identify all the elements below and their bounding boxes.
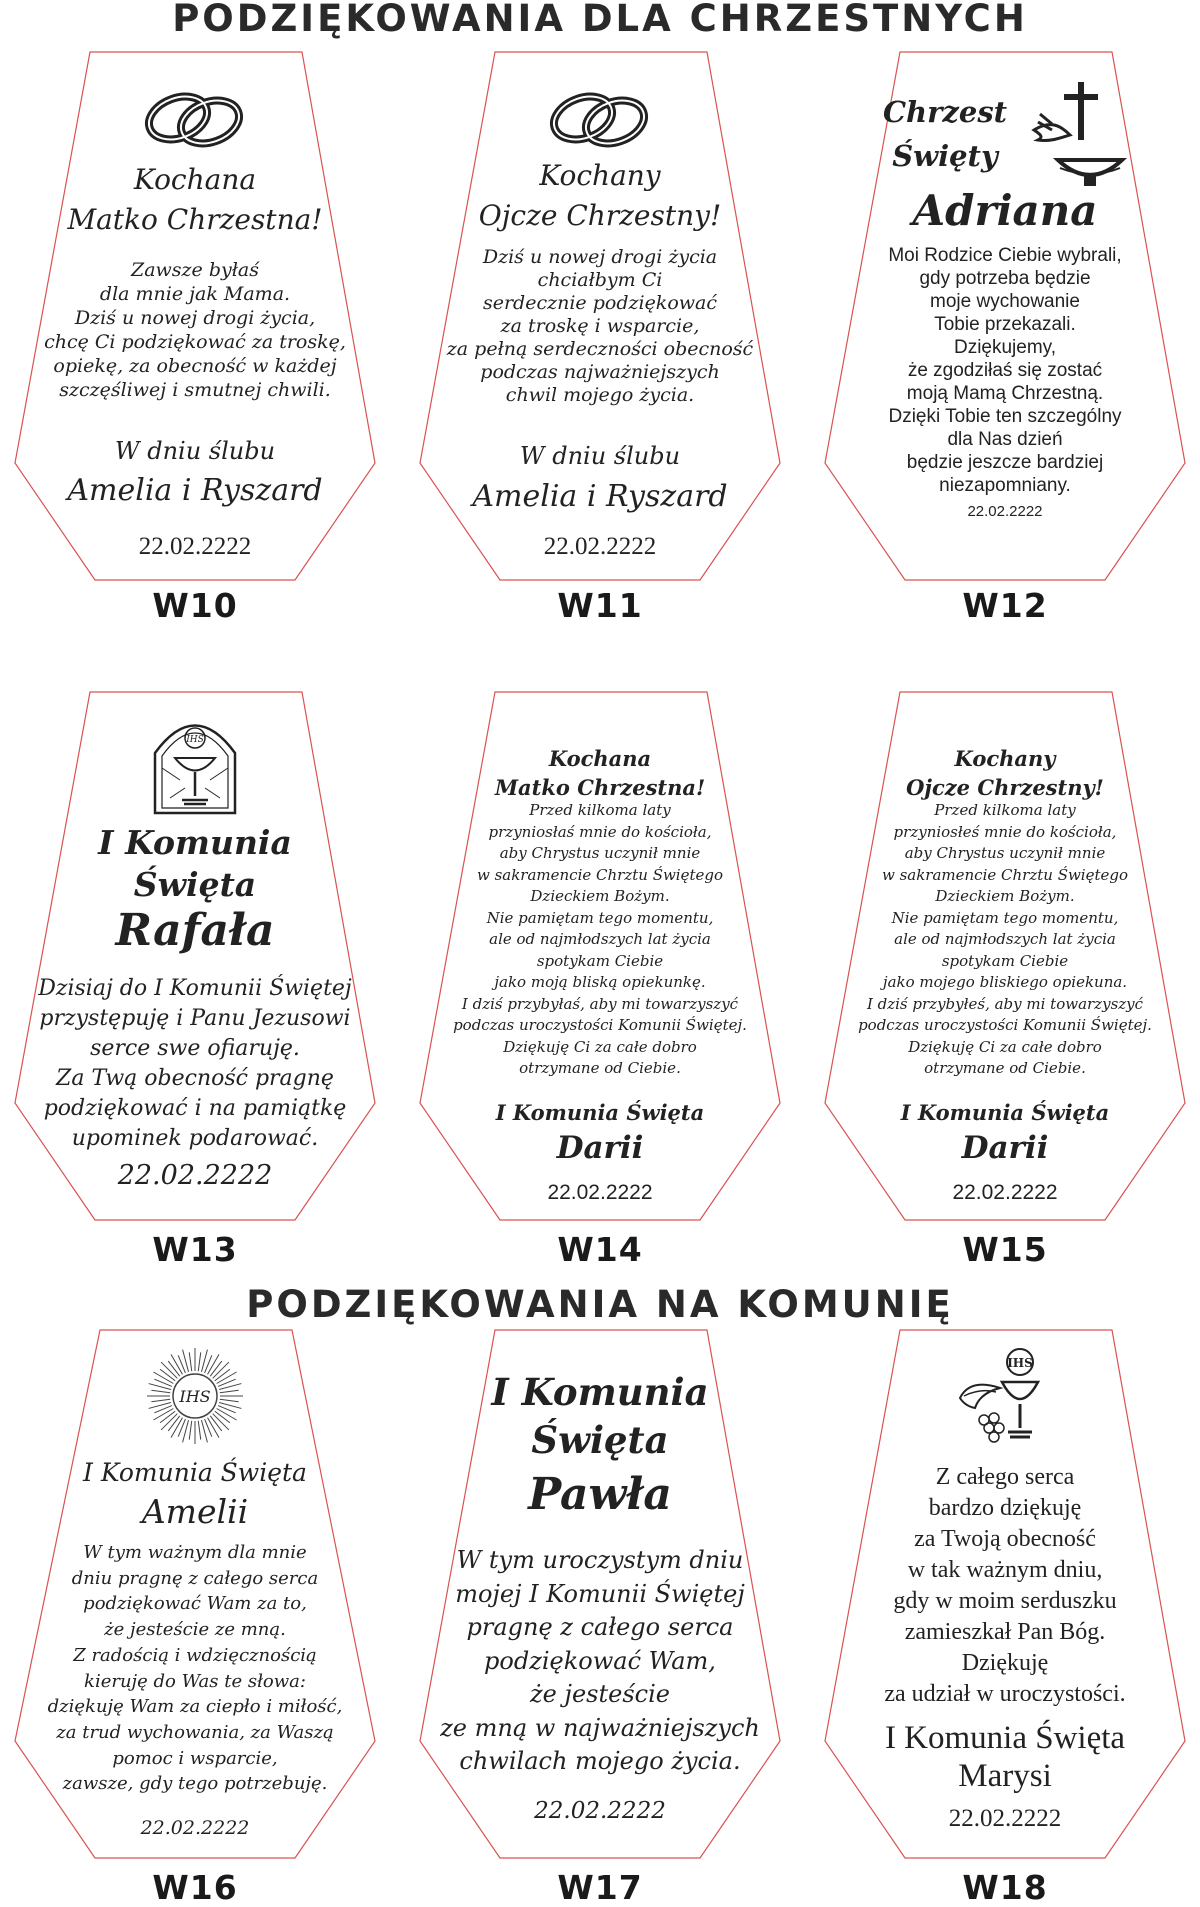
card-w16 <box>0 1328 390 1907</box>
card-body: W tym ważnym dla mnie dniu pragnę z całego serca podziękować Wam za to, że jesteście ze mną. Z radością i wdzięcznością kieruję do Was te słowa: dziękuję Wam za ciepło i miłość, za trud wychowania, za Waszą pomoc i wsparcie, zawsze, gdy tego potrzebuję. <box>47 1542 343 1795</box>
sunburst-ray <box>189 1352 191 1371</box>
card-body: Przed kilkoma laty przyniosłeś mnie do kościoła, aby Chrystus uczynił mnie w sakramencie Chrztu Świętego Dzieckiem Bożym. Nie pamiętam tego momentu, ale od najmłodszych lat życia spotykam Ciebie jako mojego bliskiego opiekuna. I dziś przybyłeś, aby mi towarzyszyć podczas uroczystości Komunii Świętej. Dziękuję Ci za całe dobro otrzymane od Ciebie. <box>858 801 1152 1077</box>
sunburst-ray <box>151 1390 170 1392</box>
card-name: Rafała <box>115 905 275 956</box>
sunburst-ray <box>153 1372 173 1384</box>
card-name: Darii <box>961 1130 1049 1166</box>
card-greeting: Kochany Ojcze Chrzestny! <box>906 746 1104 800</box>
card-names: Amelia i Ryszard <box>67 473 323 508</box>
card-title: I Komunia Święta <box>884 1720 1126 1756</box>
sunburst-ray <box>215 1369 230 1381</box>
sunburst-ray <box>208 1354 220 1374</box>
card-occasion: I Komunia Święta <box>900 1100 1110 1125</box>
card-title: I Komunia Święta <box>83 1458 307 1487</box>
sunburst-ray <box>153 1409 173 1421</box>
card-w18 <box>810 1328 1200 1907</box>
card-w14 <box>405 690 795 1269</box>
card-code: W10 <box>152 586 238 625</box>
card-name: Marysi <box>958 1758 1052 1794</box>
card-greeting: Kochana Matko Chrzestna! <box>67 163 323 236</box>
card-w12 <box>810 50 1200 625</box>
sunburst-ray <box>220 1390 239 1392</box>
sunburst-ray <box>171 1354 183 1374</box>
card-code: W14 <box>557 1230 643 1269</box>
svg-text:IHS: IHS <box>186 735 204 745</box>
card-code: W13 <box>152 1230 238 1269</box>
ihs-label: IHS <box>1007 1356 1033 1370</box>
card-body: Przed kilkoma laty przyniosłaś mnie do kościoła, aby Chrystus uczynił mnie w sakramencie Chrztu Świętego Dzieckiem Bożym. Nie pamiętam tego momentu, ale od najmłodszych lat życia spotykam Ciebie jako moją bliską opiekunkę. I dziś przybyłaś, aby mi towarzyszyć podczas uroczystości Komunii Świętej. Dziękuję Ci za całe dobro otrzymane od Ciebie. <box>453 801 747 1077</box>
sunburst-ray <box>171 1418 183 1438</box>
card-code: W11 <box>557 586 643 625</box>
card-w11 <box>405 50 795 625</box>
sunburst-ray <box>160 1369 175 1381</box>
card-date: 22.02.2222 <box>547 1181 653 1204</box>
card-w10 <box>0 50 390 625</box>
sunburst-ray <box>198 1352 200 1371</box>
heading-communion: PODZIĘKOWANIA NA KOMUNIĘ <box>246 1283 954 1326</box>
card-body: Dzisiaj do I Komunii Świętej przystępuję i Panu Jezusowi serce swe ofiaruję. Za Twą obecność pragnę podziękować i na pamiątkę upominek podarować. <box>38 976 352 1151</box>
card-occasion: I Komunia Święta <box>495 1100 705 1125</box>
sunburst-ray <box>208 1418 220 1438</box>
card-date: 22.02.2222 <box>952 1181 1058 1204</box>
card-date: 22.02.2222 <box>534 1798 666 1824</box>
sunburst-ray <box>189 1421 191 1440</box>
card-date: 22.02.2222 <box>140 1817 250 1839</box>
card-body: Dziś u nowej drogi życia chciałbym Ci serdecznie podziękować za troskę i wsparcie, za pełną serdeczności obecność podczas najważniejszych chwil mojego życia. <box>446 246 754 406</box>
card-occasion: W dniu ślubu <box>519 442 681 470</box>
card-code: W15 <box>962 1230 1048 1269</box>
card-date: 22.02.2222 <box>543 533 657 560</box>
card-code: W16 <box>152 1868 238 1907</box>
card-title: I Komunia Święta <box>98 823 292 904</box>
ihs-label: IHS <box>179 1387 211 1406</box>
sunburst-ray <box>215 1411 230 1423</box>
card-body: Z całego serca bardzo dziękuję za Twoją obecność w tak ważnym dniu, gdy w moim serduszku zamieszkał Pan Bóg. Dziękuję za udział w uroczystości. <box>884 1464 1126 1707</box>
sunburst-ray <box>168 1361 180 1376</box>
card-occasion: W dniu ślubu <box>114 437 276 465</box>
card-name: Adriana <box>912 186 1098 235</box>
card-code: W18 <box>962 1868 1048 1907</box>
card-w15 <box>810 690 1200 1269</box>
sunburst-ray <box>210 1361 222 1376</box>
sunburst-ray <box>160 1411 175 1423</box>
card-code: W17 <box>557 1868 643 1907</box>
card-name: Amelii <box>141 1492 249 1531</box>
card-date: 22.02.2222 <box>967 503 1043 520</box>
ihs-chalice-grapes-icon <box>950 1348 1060 1448</box>
card-name: Pawła <box>528 1469 672 1520</box>
sunburst-ray <box>210 1416 222 1431</box>
sunburst-ray <box>217 1409 237 1421</box>
card-date: 22.02.2222 <box>948 1805 1062 1832</box>
chalice-window-icon <box>140 708 250 818</box>
card-greeting: Kochany Ojcze Chrzestny! <box>478 159 722 232</box>
card-code: W12 <box>962 586 1048 625</box>
card-title: Chrzest Święty <box>882 95 1008 173</box>
wedding-rings-icon <box>545 80 655 150</box>
card-title: I Komunia Święta <box>491 1370 709 1462</box>
sunburst-ray <box>168 1416 180 1431</box>
ihs-sunburst-icon <box>145 1346 245 1446</box>
sunburst-ray <box>151 1399 170 1401</box>
wedding-rings-icon <box>140 80 250 150</box>
dove-cross-font-icon <box>1030 80 1130 190</box>
card-body: Moi Rodzice Ciebie wybrali, gdy potrzeba będzie moje wychowanie Tobie przekazali. Dziękujemy, że zgodziłaś się zostać moją Mamą Chrzestną. Dzięki Tobie ten szczególny dla Nas dzień będzie jeszcze bardziej niezapomniany. <box>888 245 1122 496</box>
card-name: Darii <box>556 1130 644 1166</box>
card-greeting: Kochana Matko Chrzestna! <box>494 746 706 800</box>
card-names: Amelia i Ryszard <box>472 479 728 514</box>
card-w13 <box>0 690 390 1269</box>
card-body: Zawsze byłaś dla mnie jak Mama. Dziś u nowej drogi życia, chcę Ci podziękować za troskę, opiekę, za obecność w każdej szczęśliwej i smutnej chwili. <box>44 259 346 401</box>
sunburst-ray <box>220 1399 239 1401</box>
sunburst-ray <box>217 1372 237 1384</box>
heading-godparents: PODZIĘKOWANIA DLA CHRZESTNYCH <box>172 0 1028 40</box>
card-w17 <box>405 1328 795 1907</box>
card-date: 22.02.2222 <box>117 1160 273 1191</box>
sunburst-ray <box>198 1421 200 1440</box>
card-date: 22.02.2222 <box>138 533 252 560</box>
card-body: W tym uroczystym dniu mojej I Komunii Świętej pragnę z całego serca podziękować Wam, że jesteście ze mną w najważniejszych chwilach mojego życia. <box>440 1546 760 1775</box>
